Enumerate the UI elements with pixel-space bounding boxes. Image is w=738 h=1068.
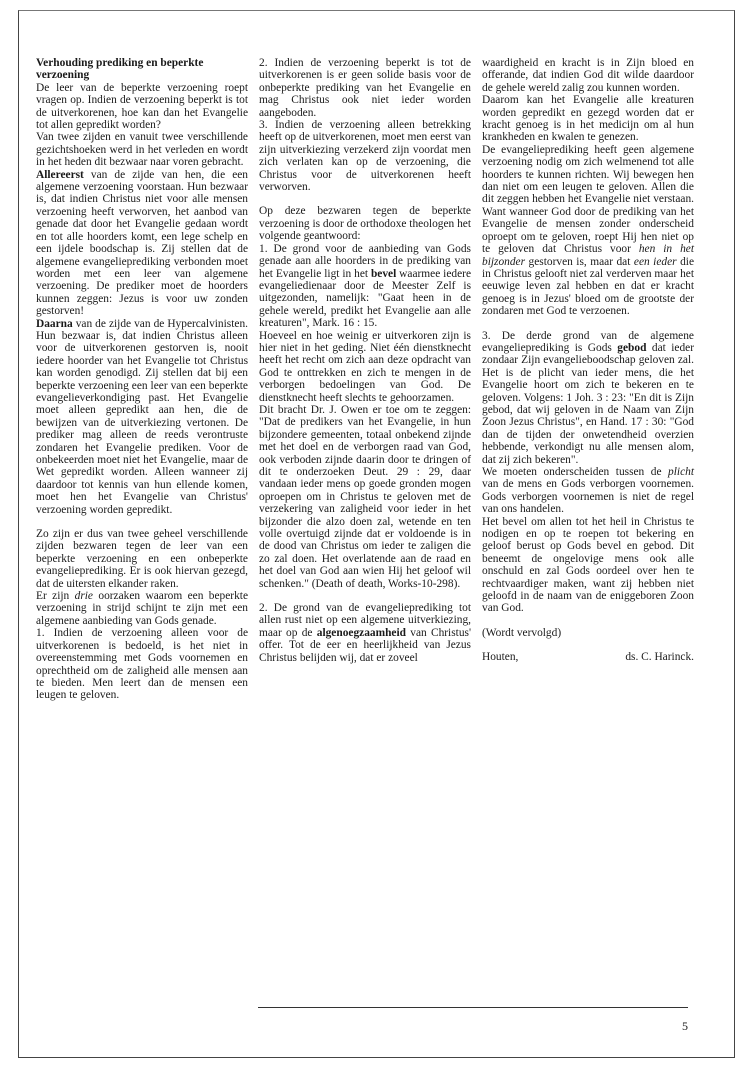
paragraph: Hoeveel en hoe weinig er uitverkoren zijn is hier niet in het geding. Niet één dienstknecht heeft het recht om zich aan deze opdracht van God te onttrekken en zich te mengen in de verborgen bedoelingen van God. De dienstknecht heeft slechts te gehoorzamen. (259, 329, 471, 404)
paragraph: De leer van de beperkte verzoening roept vragen op. Indien de verzoening beperkt is tot de uitverkorenen, hoe kan dan het Evangelie tot allen gepredikt worden? (36, 81, 248, 132)
paragraph: Van twee zijden en vanuit twee verschillende gezichtshoeken werd in het verleden en wordt in het heden dit bezwaar naar voren gebracht. (36, 131, 248, 169)
continued-note: (Wordt vervolgd) (482, 626, 562, 639)
section-heading: Verhouding prediking en beperkte verzoening (36, 57, 204, 82)
paragraph: Er zijn drie oorzaken waarom een beperkte verzoening in strijd schijnt te zijn met een algemene aanbieding van Gods genade. (36, 590, 248, 627)
paragraph: 3. De derde grond van de algemene evangelieprediking is Gods gebod dat ieder zondaar Zijn evangelieboodschap geloven zal. Het is de plicht van ieder mens, die het Evangelie hoort om zich te bekeren en te geloven. Volgens: 1 Joh. 3 : 23: "En dit is Zijn gebod, dat wij geloven in de Naam van Zijn Zoon Jezus Christus", en Hand. 17 : 30: "God dan de tijden der onwetendheid overzien hebbende, verkondigt nu alle mensen alom, dat zij zich bekeren". (482, 329, 694, 466)
paragraph: 1. De grond voor de aanbieding van Gods genade aan alle hoorders in de prediking van het Evangelie ligt in het bevel waarmee iedere evangeliedienaar door de Meester Zelf is uitgezonden, namelijk: "Gaat heen in de gehele wereld, predikt het Evangelie aan alle kreaturen", Mark. 16 : 15. (259, 242, 471, 330)
signature-line (482, 651, 694, 663)
paragraph: waardigheid en kracht is in Zijn bloed en offerande, dat indien God dit wilde daardoor de gehele wereld zalig zou kunnen worden. (482, 57, 694, 94)
paragraph: Daarom kan het Evangelie alle kreaturen worden gepredikt en gezegd worden dat er kracht genoeg is in het medicijn om al hun krankheden en kwalen te genezen. (482, 94, 694, 144)
paragraph: Daarna van de zijde van de Hypercalvinisten. Hun bezwaar is, dat indien Christus alleen voor de uitverkorenen gestorven is, nooit iedere hoorder van het Evangelie tot Christus kan worden genodigd. Zij stellen dat bij een beperkte verzoening een leer van een beperkte evangelieverkondiging past. Het Evangelie moet alleen gepredikt aan hen, die de bewijzen van de uitverkiezing vertonen. De prediker mag alleen de reeds verontruste zondaren het Evangelie prediken. Voor de onbekeerden moet niet het Evangelie, maar de Wet gepredikt worden. Alleen wanneer zij daardoor tot kennis van hun ellende komen, moet hen het Evangelie van Christus' verzoening worden gepredikt. (36, 317, 248, 516)
paragraph: 2. Indien de verzoening beperkt is tot de uitverkorenen is er geen solide basis voor de onbeperkte prediking van het Evangelie en mag Christus ook niet ieder worden aangeboden. (259, 57, 471, 119)
paragraph: We moeten onderscheiden tussen de plicht van de mens en Gods verborgen voornemen. Gods verborgen voornemen is niet de regel van ons handelen. (482, 466, 694, 516)
place: Houten, (482, 651, 519, 664)
paragraph: Zo zijn er dus van twee geheel verschillende zijden bezwaren tegen de leer van een beperkte verzoening en een onbeperkte evangelieprediking. Er is ook hiervan gezegd, dat de uitersten elkander raken. (36, 528, 248, 590)
page-number: 5 (682, 1019, 688, 1033)
column-1 (36, 57, 248, 702)
author: ds. C. Harinck. (625, 651, 694, 664)
paragraph: 2. De grond van de evangelieprediking tot allen rust niet op een algemene uitverkiezing, maar op de algenoegzaamheid van Christus' offer. Tot de eer en heerlijkheid van Jezus Christus belijden wij, dat er zoveel (259, 602, 472, 664)
column-3 (482, 57, 694, 664)
footer-rule (258, 1007, 688, 1008)
paragraph: Dit bracht Dr. J. Owen er toe om te zeggen: "Dat de predikers van het Evangelie, in hun bijzondere gemeenten, totaal onbekend zijnde met het doel en de verborgen raad van God, ook verboden zijnde daarin door te dringen of dit te onderzoeken Deut. 29 : 29, daar vandaan ieder mens op goede gronden mogen oproepen om in Christus te geloven met de verzekering van zaligheid voor ieder in het bijzonder die alzo doen zal, wetende en ten volle overtuigd zijnde dat er voldoende is in de dood van Christus om ieder te zaligen die zo zal doen. Het overlatende aan de raad en het doel van God aan wien Hij het geloof wil schenken." (Death of death, Works-10-298). (259, 403, 471, 590)
paragraph: Op deze bezwaren tegen de beperkte verzoening is door de orthodoxe theologen het volgende geantwoord: (259, 205, 471, 243)
lead-word: Allereerst (36, 168, 84, 181)
paragraph: 3. Indien de verzoening alleen betrekking heeft op de uitverkorenen, moet men eerst van zijn uitverkiezing verzekerd zijn voordat men zich verlaten kan op de verzoening, die Christus voor de uitverkorenen heeft verworven. (259, 119, 471, 194)
paragraph: Allereerst van de zijde van hen, die een algemene verzoening voorstaan. Hun bezwaar is, dat indien Christus niet voor alle mensen verzoening heeft verworven, het aanbod van genade dat door het Evangelie gedaan wordt en tot alle hoorders komt, een lege schelp en een ijdele boodschap is. Zij stellen dat de algemene evangelieprediking verbonden moet worden met een leer van algemene verzoening. De prediker moet de hoorders kunnen zeggen: Jezus is voor uw zonden gestorven! (36, 168, 248, 318)
paragraph: 1. Indien de verzoening alleen voor de uitverkorenen is bedoeld, is het niet in overeenstemming met Gods voornemen en oprechtheid om de zaligheid alle mensen aan te bieden. Men leert dan de mensen een leugen te geloven. (36, 627, 248, 702)
paragraph: Het bevel om allen tot het heil in Christus te nodigen en op te roepen tot bekering en geloof berust op Gods bevel en gebod. Dit beneemt de ongelovige mens ook alle onschuld en zal Gods oordeel over hen te rechtvaardiger maken, want zij hebben niet geloofd in de naam van de eniggeboren Zoon van God. (482, 515, 694, 615)
column-2 (259, 57, 471, 664)
paragraph: De evangelieprediking heeft geen algemene verzoening nodig om zich welmenend tot alle hoorders te kunnen richten. Wij bewegen hen dan niet om een leugen te geloven. Allen die dit zeggen hebben het Evangelie niet verstaan. Want wanneer God door de prediking van het Evangelie de mensen zonder onderscheid oproept om te geloven, roept Hij hen niet op te geloven dat Christus voor hen in het bijzonder gestorven is, maar dat een ieder die in Christus gelooft niet zal verderven maar het eeuwige leven zal hebben en dat er kracht genoeg is in Jezus' bloed om de grootste der zondaren met God te verzoenen. (482, 143, 694, 318)
lead-word: Daarna (36, 317, 73, 330)
